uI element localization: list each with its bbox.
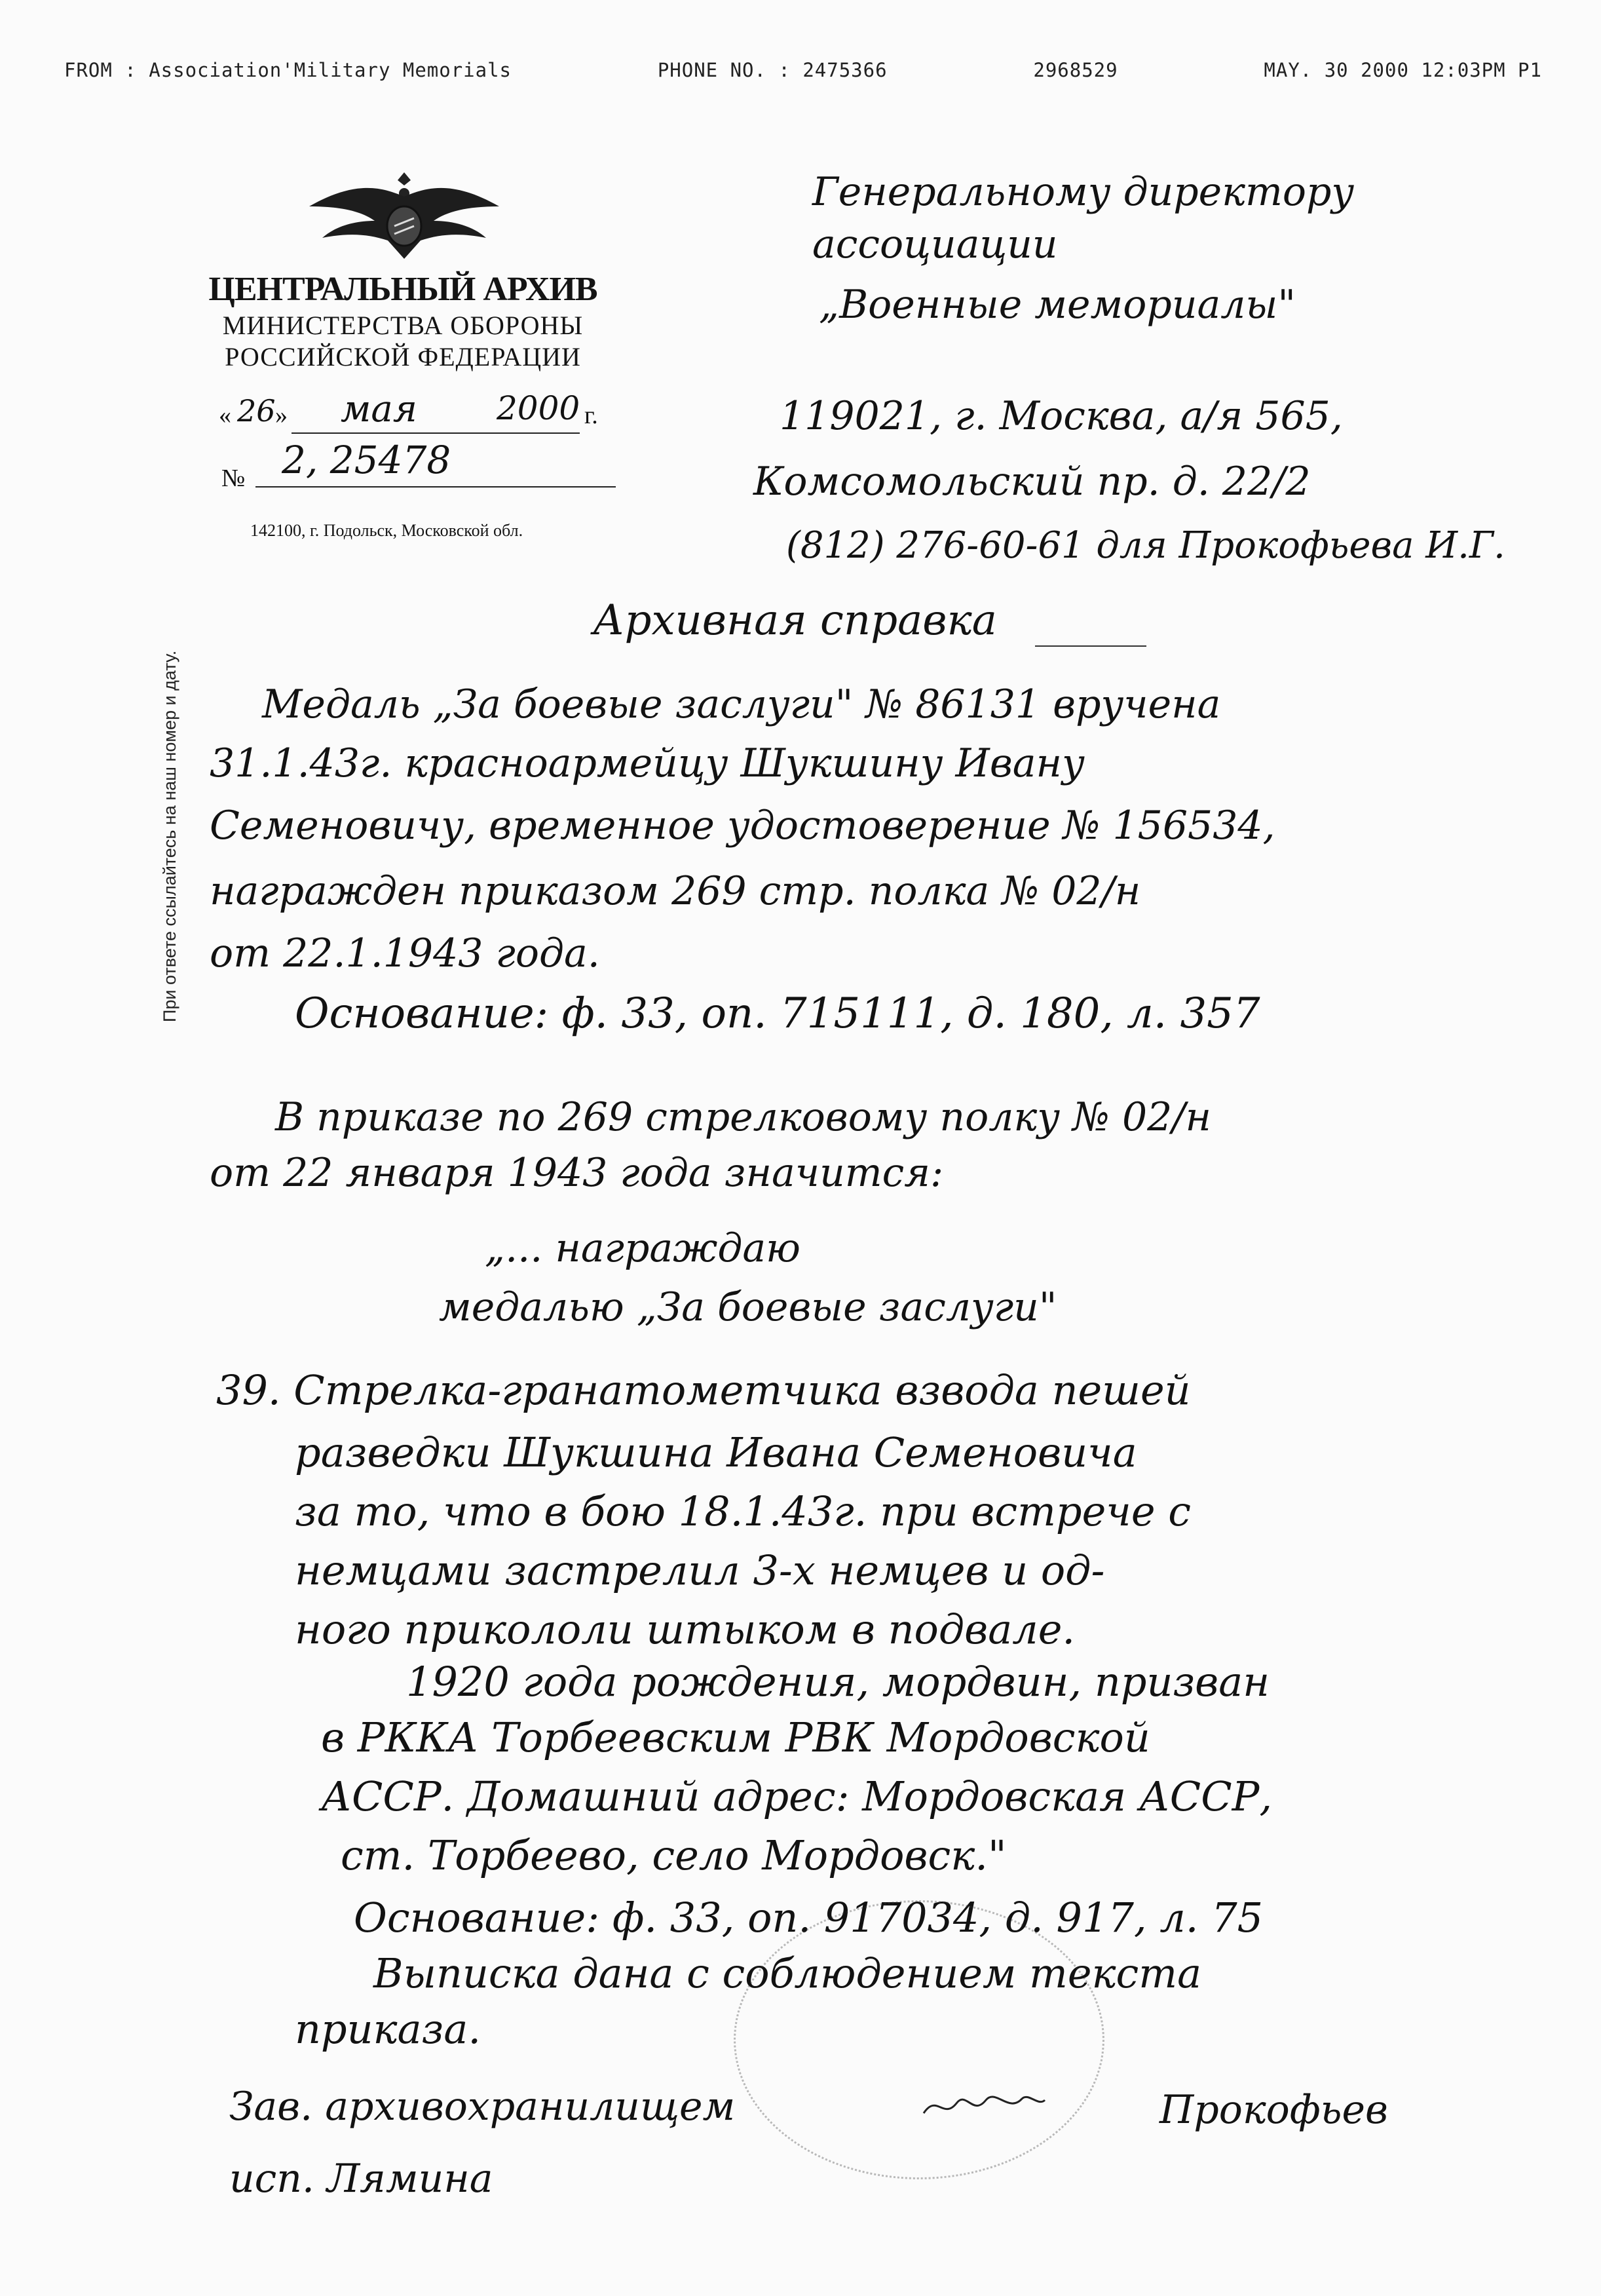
- fax-header: [64, 59, 1542, 81]
- citation-line: приказа.: [295, 2005, 481, 2053]
- addressee-line4: 119021, г. Москва, а/я 565,: [780, 393, 1343, 439]
- document-title: Архивная справка: [593, 596, 997, 645]
- order-quote-line: „... награждаю: [485, 1225, 800, 1271]
- citation-basis-line: Основание: ф. 33, оп. 917034, д. 917, л. 75: [354, 1894, 1264, 1942]
- body-line: Медаль „За боевые заслуги" № 86131 вручена: [262, 681, 1221, 727]
- citation-line: 1920 года рождения, мордвин, призван: [406, 1658, 1270, 1706]
- org-name-line3: РОССИЙСКОЙ ФЕДЕРАЦИИ: [225, 342, 581, 372]
- citation-line: ст. Торбеево, село Мордовск.": [341, 1831, 1007, 1879]
- addressee-line6: (812) 276-60-61 для Прокофьева И.Г.: [786, 524, 1505, 567]
- double-headed-eagle-emblem-icon: [296, 161, 512, 265]
- fax-phone-2: 2968529: [1033, 59, 1118, 81]
- date-close-quote: »: [275, 402, 288, 429]
- order-line: В приказе по 269 стрелковому полку № 02/н: [275, 1094, 1212, 1140]
- title-underline: [1035, 645, 1146, 647]
- addressee-line1: Генеральному директору: [812, 169, 1355, 215]
- date-month: мая: [341, 388, 417, 430]
- fax-timestamp: MAY. 30 2000 12:03PM P1: [1264, 59, 1542, 81]
- body-line: 31.1.43г. красноармейцу Шукшину Ивану: [210, 740, 1085, 786]
- number-underline: [255, 486, 616, 488]
- archive-address: 142100, г. Подольск, Московской обл.: [250, 521, 523, 540]
- fax-phone: PHONE NO. : 2475366: [657, 59, 888, 81]
- handwritten-signature-icon: [917, 2080, 1048, 2133]
- faded-archive-stamp: [734, 1900, 1104, 2179]
- date-suffix: г.: [584, 402, 598, 429]
- order-line: от 22 января 1943 года значится:: [210, 1150, 944, 1196]
- citation-line: АССР. Домашний адрес: Мордовская АССР,: [321, 1772, 1273, 1820]
- signatory-title: Зав. архивохранилищем: [229, 2084, 736, 2130]
- number-label: №: [221, 465, 246, 492]
- signer-name: Прокофьев: [1159, 2087, 1388, 2133]
- body-line: Семеновичу, временное удостоверение № 156534,: [210, 803, 1275, 849]
- addressee-line5: Комсомольский пр. д. 22/2: [753, 459, 1311, 505]
- fax-from: FROM : Association'Military Memorials: [64, 59, 512, 81]
- org-name-line2: МИНИСТЕРСТВА ОБОРОНЫ: [222, 311, 584, 340]
- order-quote-line: медалью „За боевые заслуги": [439, 1284, 1057, 1330]
- date-year: 2000: [497, 389, 580, 427]
- addressee-line3: „Военные мемориалы": [819, 282, 1296, 328]
- citation-line: ного прикололи штыком в подвале.: [295, 1605, 1076, 1653]
- date-open-quote: «: [219, 402, 231, 429]
- citation-line: 39. Стрелка-гранатометчика взвода пешей: [216, 1366, 1191, 1414]
- body-line: от 22.1.1943 года.: [210, 930, 600, 976]
- citation-line: немцами застрелил 3-х немцев и од-: [295, 1546, 1105, 1594]
- reply-reference-note: При ответе ссылайтесь на наш номер и дату.: [160, 650, 179, 1022]
- number-value: 2, 25478: [282, 438, 451, 482]
- body-line: награжден приказом 269 стр. полка № 02/н: [210, 868, 1141, 914]
- citation-line: за то, что в бою 18.1.43г. при встрече с: [295, 1487, 1191, 1535]
- date-day: 26: [237, 393, 276, 429]
- citation-line: Выписка дана с соблюдением текста: [373, 1949, 1202, 1997]
- citation-line: разведки Шукшина Ивана Семеновича: [295, 1428, 1137, 1476]
- citation-line: в РККА Торбеевским РВК Мордовской: [321, 1713, 1150, 1761]
- body-basis-line: Основание: ф. 33, оп. 715111, д. 180, л. 357: [295, 989, 1260, 1038]
- org-name-line1: ЦЕНТРАЛЬНЫЙ АРХИВ: [208, 271, 597, 308]
- date-underline: [292, 432, 580, 434]
- executor-line: исп. Лямина: [229, 2156, 493, 2202]
- addressee-line2: ассоциации: [812, 221, 1058, 267]
